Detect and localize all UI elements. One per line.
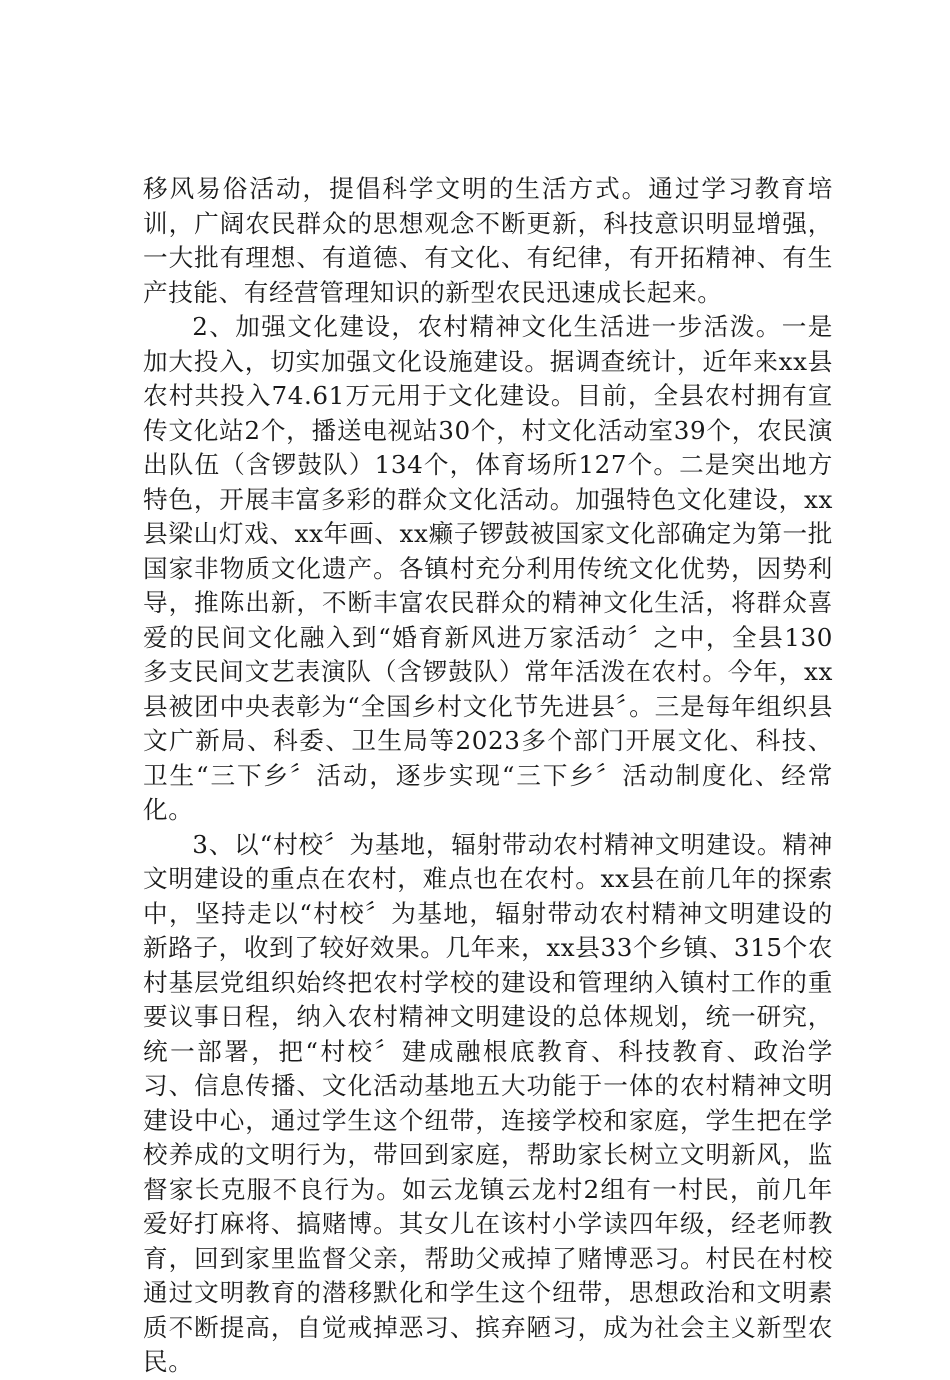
- paragraph-continuation: 移风易俗活动，提倡科学文明的生活方式。通过学习教育培训，广阔农民群众的思想观念不断更新，科技意识明显增强，一大批有理想、有道德、有文化、有纪律，有开拓精神、有生产技能、有经营管理知识的新型农民迅速成长起来。: [143, 174, 833, 307]
- paragraph-village-school: 3、以“村校〞为基地，辐射带动农村精神文明建设。精神文明建设的重点在农村，难点也在农村。xx县在前几年的探索中，坚持走以“村校〞为基地，辐射带动农村精神文明建设的新路子，收到了较好效果。几年来，xx县33个乡镇、315个农村基层党组织始终把农村学校的建设和管理纳入镇村工作的重要议事日程，纳入农村精神文明建设的总体规划，统一研究，统一部署，把“村校〞建成融根底教育、科技教育、政治学习、信息传播、文化活动基地五大功能于一体的农村精神文明建设中心，通过学生这个纽带，连接学校和家庭，学生把在学校养成的文明行为，带回到家庭，帮助家长树立文明新风，监督家长克服不良行为。如云龙镇云龙村2组有一村民，前几年爱好打麻将、搞赌博。其女儿在该村小学读四年级，经老师教育，回到家里监督父亲，帮助父戒掉了赌博恶习。村民在村校通过文明教育的潜移默化和学生这个纽带，思想政治和文明素质不断提高，自觉戒掉恶习、摈弃陋习，成为社会主义新型农民。: [143, 829, 833, 1376]
- paragraph-cultural-construction: 2、加强文化建设，农村精神文化生活进一步活泼。一是加大投入，切实加强文化设施建设。据调查统计，近年来xx县农村共投入74.61万元用于文化建设。目前，全县农村拥有宣传文化站2个，播送电视站30个，村文化活动室39个，农民演出队伍（含锣鼓队）134个，体育场所127个。二是突出地方特色，开展丰富多彩的群众文化活动。加强特色文化建设，xx县梁山灯戏、xx年画、xx癞子锣鼓被国家文化部确定为第一批国家非物质文化遗产。各镇村充分利用传统文化优势，因势利导，推陈出新，不断丰富农民群众的精神文化生活，将群众喜爱的民间文化融入到“婚育新风进万家活动〞之中，全县130多支民间文艺表演队（含锣鼓队）常年活泼在农村。今年，xx县被团中央表彰为“全国乡村文化节先进县〞。三是每年组织县文广新局、科委、卫生局等2023多个部门开展文化、科技、卫生“三下乡〞活动，逐步实现“三下乡〞活动制度化、经常化。: [143, 312, 833, 824]
- document-body: [143, 172, 833, 1380]
